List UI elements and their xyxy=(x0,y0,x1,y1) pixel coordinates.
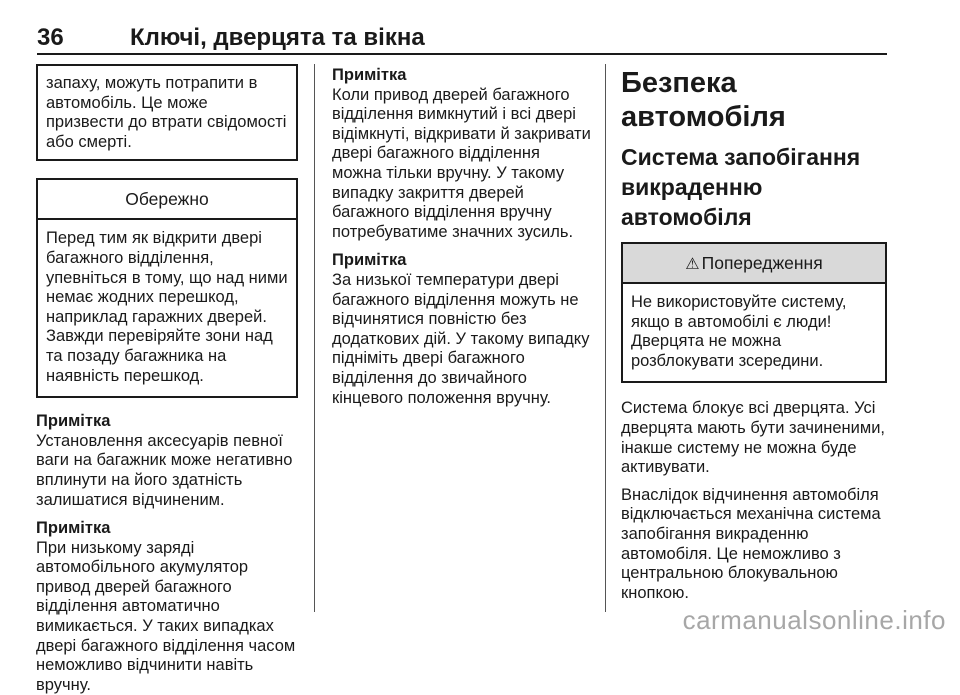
page-header xyxy=(37,24,887,54)
watermark: carmanualsonline.info xyxy=(682,605,946,635)
column-divider-1 xyxy=(314,64,315,612)
note-accessories xyxy=(36,412,298,510)
note-title: Примітка xyxy=(36,412,111,431)
danger-continuation-box xyxy=(36,64,298,161)
warning-triangle-icon: ⚠ xyxy=(685,256,700,273)
section-title: Безпека автомобіля xyxy=(621,67,786,133)
note-title: Примітка xyxy=(332,66,407,84)
warning-text: Не використовуйте систему, якщо в автомобілі є люди! Дверцята не можна розблокувати зсередини. xyxy=(631,293,847,370)
chapter-title: Ключі, дверцята та вікна xyxy=(130,24,425,51)
column-3 xyxy=(621,64,887,603)
note-manual-operation xyxy=(332,66,594,242)
page-number: 36 xyxy=(37,24,64,51)
caution-box xyxy=(36,178,298,398)
note-low-temperature xyxy=(332,251,594,408)
subsection-title: Система запобігання викраденню автомобіля xyxy=(621,144,861,230)
paragraph-2: Внаслідок відчинення автомобіля відключається механічна система запобігання викраденню автомобіля. Це неможливо з центральною блокувальною кнопкою. xyxy=(621,485,881,602)
note-text: Коли привод дверей багажного відділення вимкнутий і всі двері відімкнуті, відкривати й закривати двері багажного відділення можна тільки вручну. У такому випадку закриття дверей багажного відділення вручну потребуватиме значних зусиль. xyxy=(332,85,591,241)
caution-title: Обережно xyxy=(38,180,296,220)
column-1 xyxy=(36,64,298,695)
warning-title: Попередження xyxy=(701,253,823,273)
note-text: За низької температури двері багажного відділення можуть не відчинятися повністю без додаткових дій. У такому випадку підніміть двері багажного відділення до звичайного кінцевого положення вручну. xyxy=(332,270,590,407)
note-text: При низькому заряді автомобільного акумулятор привод дверей багажного відділення автоматично вимикається. У таких випадках двері багажного відділення часом неможливо відчинити навіть вручну. xyxy=(36,538,296,694)
caution-text: Перед тим як відкрити двері багажного відділення, упевніться в тому, що над ними немає жодних перешкод, наприклад гаражних дверей. Завжди перевіряйте зони над та позаду багажника на наявність перешкод. xyxy=(46,229,288,385)
column-2 xyxy=(332,64,594,408)
note-battery xyxy=(36,519,298,695)
warning-box xyxy=(621,242,887,383)
note-text: Установлення аксесуарів певної ваги на багажник може негативно вплинути на його здатність залишатися відчиненим. xyxy=(36,431,293,509)
header-rule xyxy=(37,53,887,55)
warning-header xyxy=(623,244,885,284)
note-title: Примітка xyxy=(332,251,407,270)
paragraph-1: Система блокує всі дверцята. Усі дверцята мають бути зачиненими, інакше систему не можна буде активувати. xyxy=(621,399,885,477)
column-divider-2 xyxy=(605,64,606,612)
note-title: Примітка xyxy=(36,519,111,538)
danger-continuation-text: запаху, можуть потрапити в автомобіль. Це може призвести до втрати свідомості або смерті. xyxy=(46,74,287,151)
